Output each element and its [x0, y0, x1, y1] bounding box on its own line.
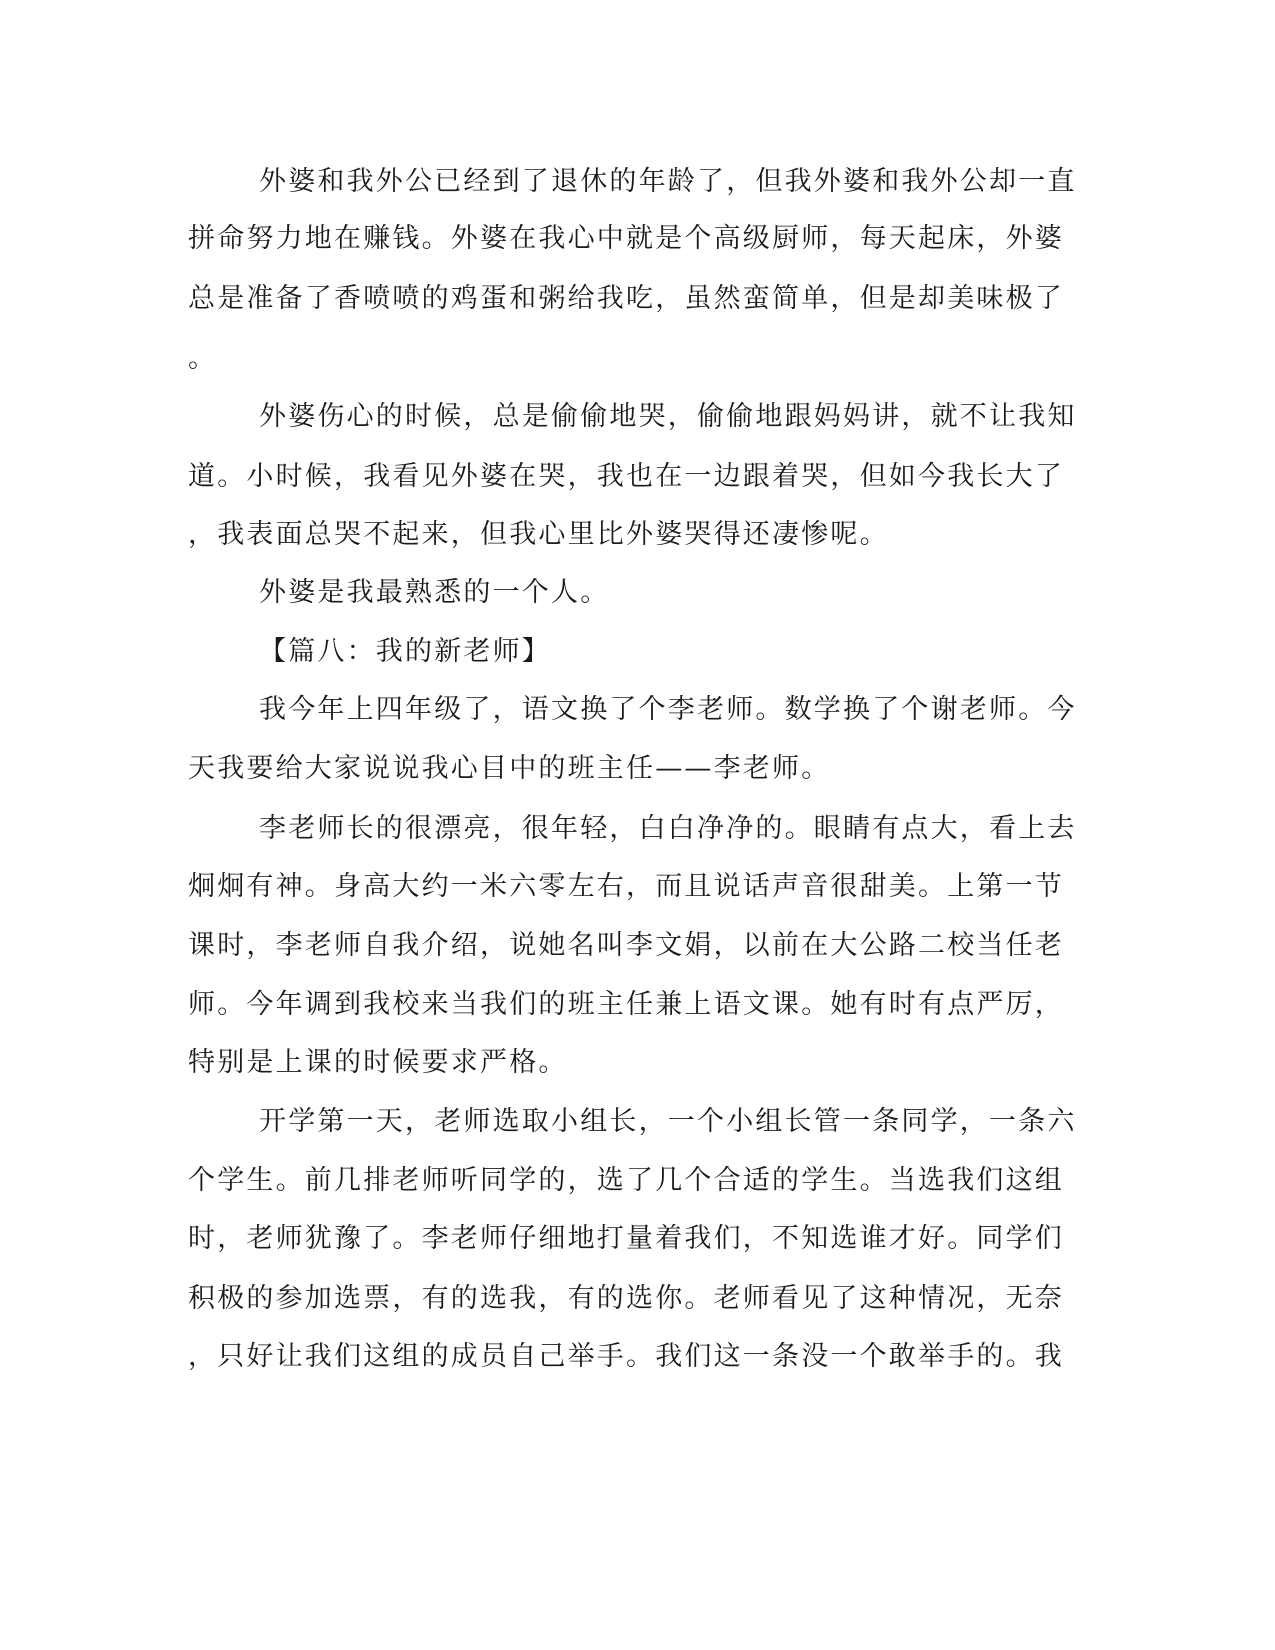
text-line: 师。今年调到我校来当我们的班主任兼上语文课。她有时有点严厉，: [188, 989, 1064, 1020]
text-line: 外婆是我最熟悉的一个人。: [259, 577, 610, 608]
text-line: 道。小时候，我看见外婆在哭，我也在一边跟着哭，但如今我长大了: [188, 461, 1064, 492]
text-line: 。: [188, 343, 218, 374]
text-line: 总是准备了香喷喷的鸡蛋和粥给我吃，虽然蛮简单，但是却美味极了: [188, 283, 1064, 314]
text-line: 天我要给大家说说我心目中的班主任——李老师。: [188, 753, 831, 784]
text-line: 我今年上四年级了，语文换了个李老师。数学换了个谢老师。今: [259, 694, 1077, 725]
text-line: 拼命努力地在赚钱。外婆在我心中就是个高级厨师，每天起床，外婆: [188, 223, 1064, 254]
text-line: 积极的参加选票，有的选我，有的选你。老师看见了这种情况，无奈: [188, 1283, 1064, 1314]
text-line: 课时，李老师自我介绍，说她名叫李文娟，以前在大公路二校当任老: [188, 930, 1064, 961]
section-heading: 【篇八：我的新老师】: [259, 636, 551, 667]
text-line: 外婆和我外公已经到了退休的年龄了，但我外婆和我外公却一直: [259, 166, 1077, 197]
text-line: 炯炯有神。身高大约一米六零左右，而且说话声音很甜美。上第一节: [188, 871, 1064, 902]
text-line: 外婆伤心的时候，总是偷偷地哭，偷偷地跟妈妈讲，就不让我知: [259, 401, 1077, 432]
text-line: 个学生。前几排老师听同学的，选了几个合适的学生。当选我们这组: [188, 1165, 1064, 1196]
text-line: ，只好让我们这组的成员自己举手。我们这一条没一个敢举手的。我: [188, 1341, 1064, 1372]
text-line: 开学第一天，老师选取小组长，一个小组长管一条同学，一条六: [259, 1106, 1077, 1137]
text-line: 特别是上课的时候要求严格。: [188, 1047, 568, 1078]
text-line: 时，老师犹豫了。李老师仔细地打量着我们，不知选谁才好。同学们: [188, 1223, 1064, 1254]
text-line: ，我表面总哭不起来，但我心里比外婆哭得还凄惨呢。: [188, 519, 889, 550]
text-line: 李老师长的很漂亮，很年轻，白白净净的。眼睛有点大，看上去: [259, 813, 1077, 844]
